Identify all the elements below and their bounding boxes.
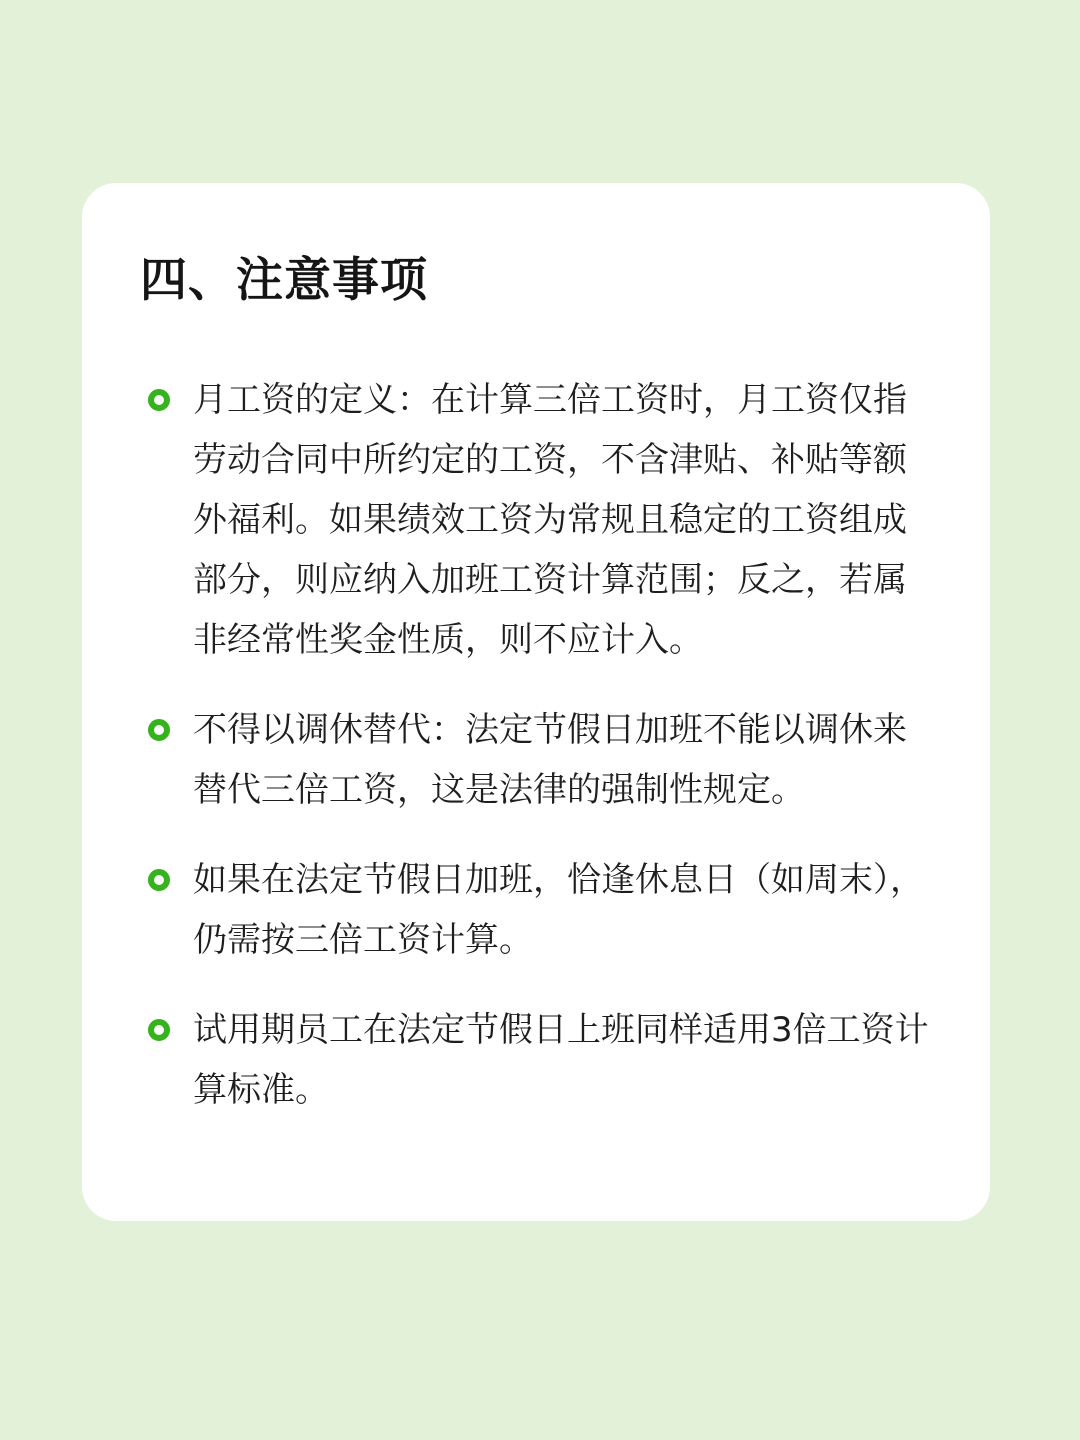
green-ring-bullet-icon	[148, 1019, 170, 1041]
note-item-no-time-off	[82, 700, 990, 820]
note-text: 如果在法定节假日加班，恰逢休息日（如周末），仍需按三倍工资计算。	[193, 860, 924, 960]
note-item-probation	[82, 1000, 990, 1120]
note-item-monthly-wage	[82, 370, 990, 670]
notes-card	[82, 183, 990, 1221]
green-ring-bullet-icon	[148, 389, 170, 411]
green-ring-bullet-icon	[148, 869, 170, 891]
note-text: 月工资的定义：在计算三倍工资时，月工资仅指劳动合同中所约定的工资，不含津贴、补贴等额外福利。如果绩效工资为常规且稳定的工资组成部分，则应纳入加班工资计算范围；反之，若属非经常性奖金性质，则不应计入。	[193, 380, 907, 660]
note-item-weekend-overlap	[82, 850, 990, 970]
notes-list	[82, 370, 990, 1120]
green-ring-bullet-icon	[148, 719, 170, 741]
note-text: 试用期员工在法定节假日上班同样适用3倍工资计算标准。	[193, 1010, 929, 1110]
section-title: 四、注意事项	[140, 253, 428, 308]
note-text: 不得以调休替代：法定节假日加班不能以调休来替代三倍工资，这是法律的强制性规定。	[193, 710, 907, 810]
